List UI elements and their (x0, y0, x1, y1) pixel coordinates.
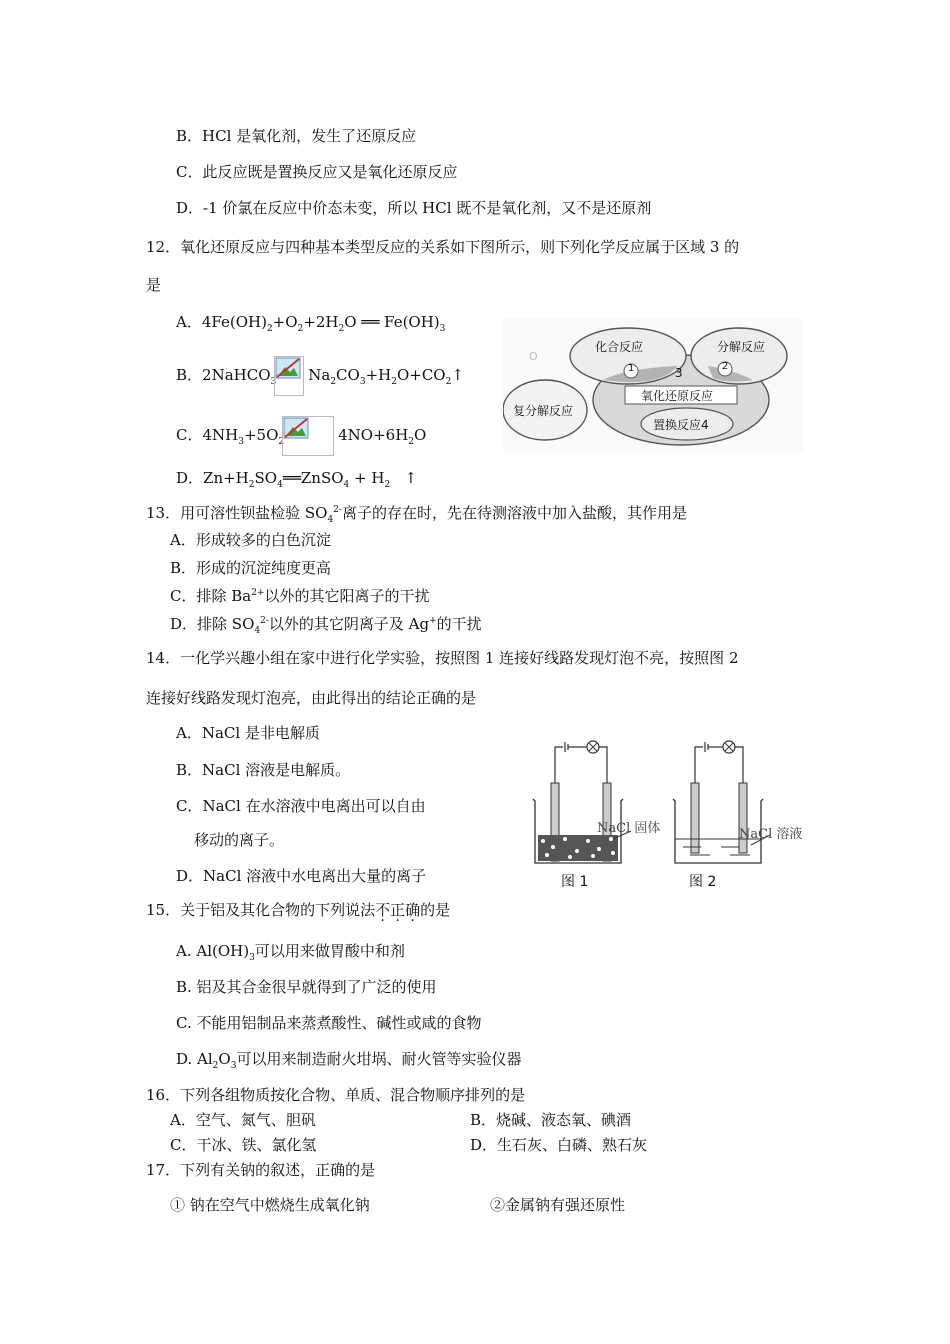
q17-statement-2: ②金属钠有强还原性 (490, 1196, 626, 1214)
q14-option-d: D．NaCl 溶液中水电离出大量的离子 (176, 867, 427, 885)
q12-option-c: C．$4NH_3+5O_2$ $4NO+6H_2O$ (176, 416, 426, 456)
q14-option-b: B．NaCl 溶液是电解质。 (176, 761, 351, 779)
faint-text: O (529, 350, 538, 363)
q13-option-a: A．形成较多的白色沉淀 (170, 531, 331, 549)
q15-option-a: A. $Al(OH)_3$可以用来做胃酸中和剂 (176, 942, 405, 963)
reaction-relationship-diagram (503, 318, 803, 453)
q11-option-d: D．-1 价氯在反应中价态未变，所以 HCl 既不是氧化剂，又不是还原剂 (176, 199, 652, 217)
q16-stem: 16．下列各组物质按化合物、单质、混合物顺序排列的是 (146, 1086, 526, 1104)
figure-1-apparatus (533, 741, 631, 863)
q15-option-d: D. $Al_2O_3$可以用来制造耐火坩埚、耐火管等实验仪器 (176, 1050, 522, 1071)
fig1-label: NaCl 固体 (597, 821, 661, 836)
q11-option-b: B．HCl 是氧化剂，发生了还原反应 (176, 127, 417, 145)
fig1-caption: 图 1 (561, 874, 589, 890)
broken-image-icon (282, 416, 334, 456)
fig2-caption: 图 2 (689, 874, 717, 890)
q12-option-d: D．$Zn+H_2SO_4══ZnSO_4 + H_2$ ↑ (176, 469, 418, 490)
region-2-label: 2 (722, 361, 729, 372)
q15-stem: 15．关于铝及其化合物的下列说法不正确的是 (146, 901, 451, 919)
q13-option-d: D．排除 $SO_4^{2-}$以外的其它阴离子及 Ag+的干扰 (170, 615, 482, 636)
q13-stem: 13．用可溶性钡盐检验 $SO_4^{2-}$离子的存在时，先在待测溶液中加入盐酸，其作用是 (146, 504, 687, 525)
displacement-label: 置换反应4 (653, 418, 709, 432)
broken-image-icon (274, 356, 304, 396)
region-3-label: 3 (675, 366, 683, 380)
q16-option-d: D．生石灰、白磷、熟石灰 (470, 1136, 648, 1154)
double-decomposition-label: 复分解反应 (513, 404, 574, 418)
q15-option-b: B. 铝及其合金很早就得到了广泛的使用 (176, 978, 437, 996)
q12-option-b: B．2NaHCO$_3$ $Na_2CO_3+H_2O+CO_2↑$ (176, 356, 464, 396)
q16-option-c: C．干冰、铁、氯化氢 (170, 1136, 317, 1154)
q14-stem-cont: 连接好线路发现灯泡亮，由此得出的结论正确的是 (146, 689, 477, 707)
q13-option-c: C．排除 $Ba^{2+}$以外的其它阳离子的干扰 (170, 587, 430, 605)
q13-option-b: B．形成的沉淀纯度更高 (170, 559, 332, 577)
region-1-label: 1 (628, 363, 635, 374)
conductivity-figures (525, 735, 815, 895)
q11-option-c: C．此反应既是置换反应又是氧化还原反应 (176, 163, 458, 181)
combination-label: 化合反应 (595, 340, 644, 354)
q15-option-c: C. 不能用铝制品来蒸煮酸性、碱性或咸的食物 (176, 1014, 482, 1032)
fig2-label: NaCl 溶液 (739, 827, 803, 842)
q17-statement-1: ① 钠在空气中燃烧生成氧化钠 (170, 1196, 370, 1214)
q16-option-b: B．烧碱、液态氧、碘酒 (470, 1111, 632, 1129)
q12-stem: 12．氧化还原反应与四种基本类型反应的关系如下图所示，则下列化学反应属于区域 3 的 (146, 238, 740, 256)
q12-option-a: A．$4Fe(OH)_2+O_2+2H_2O$ ══ $Fe(OH)_3$ (176, 313, 446, 334)
q12-stem-cont: 是 (146, 276, 162, 294)
q14-option-c-cont: 移动的离子。 (194, 831, 285, 849)
figure-2-apparatus (673, 741, 770, 863)
redox-label: 氧化还原反应 (641, 389, 714, 403)
q14-stem: 14．一化学兴趣小组在家中进行化学实验，按照图 1 连接好线路发现灯泡不亮，按照图 2 (146, 649, 739, 667)
q17-stem: 17．下列有关钠的叙述，正确的是 (146, 1161, 376, 1179)
decomposition-label: 分解反应 (717, 340, 766, 354)
q14-option-a: A．NaCl 是非电解质 (176, 724, 320, 742)
q16-option-a: A．空气、氮气、胆矾 (170, 1111, 316, 1129)
q14-option-c: C．NaCl 在水溶液中电离出可以自由 (176, 797, 426, 815)
